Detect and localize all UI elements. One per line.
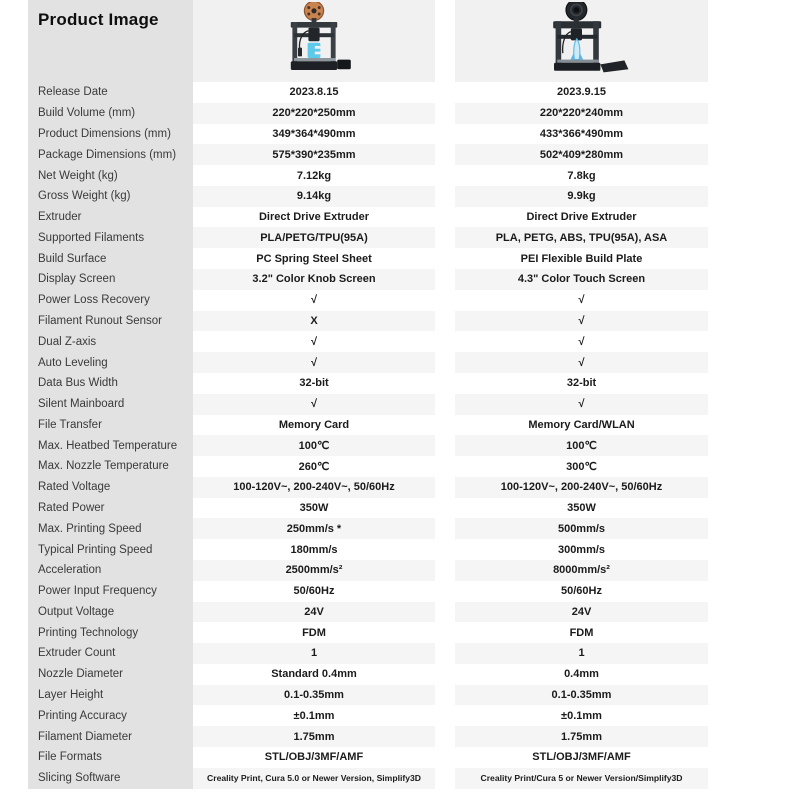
spec-row	[28, 186, 708, 207]
spec-row	[28, 82, 708, 103]
spec-value-cell-product-1: 9.14kg	[193, 186, 435, 207]
spec-value-cell-product-2: √	[578, 335, 585, 348]
spec-row	[28, 747, 708, 768]
spec-row	[28, 602, 708, 623]
spec-value-cell-product-2: 500mm/s	[455, 518, 708, 539]
spec-value-cell-product-2: 100℃	[455, 435, 708, 456]
spec-label-cell: File Transfer	[28, 415, 193, 436]
column-gap	[435, 144, 455, 165]
spec-value-cell-product-2: 1	[455, 643, 708, 664]
spec-value-cell-product-1: 180mm/s	[290, 543, 338, 556]
spec-value-cell-product-1: 1	[193, 643, 435, 664]
spec-label-cell: File Formats	[28, 747, 193, 768]
printer-1-image	[269, 2, 359, 82]
column-gap	[435, 290, 455, 311]
spec-value-cell-product-1: 100℃	[193, 435, 435, 456]
spec-value-cell-product-1: 2500mm/s²	[193, 560, 435, 581]
spec-value-cell-product-2: Creality Print/Cura 5 or Newer Version/Simplify3D	[455, 768, 708, 789]
column-gap	[435, 207, 455, 228]
spec-value-cell-product-2: 7.8kg	[567, 169, 596, 182]
column-gap	[435, 82, 455, 103]
spec-row	[28, 685, 708, 706]
product-1-image-cell	[193, 0, 435, 82]
column-gap	[435, 705, 455, 726]
column-gap	[435, 768, 455, 789]
spec-rows	[28, 82, 708, 789]
column-gap	[435, 186, 455, 207]
spec-row	[28, 664, 708, 685]
spec-label-cell: Output Voltage	[28, 602, 193, 623]
column-gap	[435, 726, 455, 747]
spec-value-cell-product-1: 250mm/s *	[193, 518, 435, 539]
spec-row	[28, 498, 708, 519]
column-gap	[435, 0, 455, 82]
spec-value-cell-product-1: PLA/PETG/TPU(95A)	[193, 227, 435, 248]
spec-label-cell: Layer Height	[28, 685, 193, 706]
spec-value-cell-product-1: 50/60Hz	[293, 585, 335, 598]
column-gap	[435, 331, 455, 352]
column-gap	[435, 539, 455, 560]
spec-value-cell-product-1: Creality Print, Cura 5.0 or Newer Version, Simplify3D	[193, 768, 435, 789]
column-gap	[435, 103, 455, 124]
column-gap	[435, 352, 455, 373]
spec-row	[28, 290, 708, 311]
spec-row	[28, 248, 708, 269]
spec-value-cell-product-2: 1.75mm	[455, 726, 708, 747]
spec-label-cell: Printing Technology	[28, 622, 193, 643]
spec-value-cell-product-1: 3.2" Color Knob Screen	[193, 269, 435, 290]
spec-value-cell-product-1: √	[310, 335, 318, 348]
spec-value-cell-product-2: 502*409*280mm	[455, 144, 708, 165]
spec-value-cell-product-2: 8000mm/s²	[455, 560, 708, 581]
column-gap	[435, 415, 455, 436]
spec-label-cell: Supported Filaments	[28, 227, 193, 248]
spec-label-cell: Extruder	[28, 207, 193, 228]
column-gap	[435, 124, 455, 145]
column-gap	[435, 560, 455, 581]
spec-value-cell-product-1: 1.75mm	[193, 726, 435, 747]
spec-value-cell-product-1: 0.1-0.35mm	[193, 685, 435, 706]
spec-value-cell-product-1: FDM	[302, 626, 326, 639]
column-gap	[435, 435, 455, 456]
spec-label-cell: Power Loss Recovery	[28, 290, 193, 311]
product-image-header-label: Product Image	[28, 0, 193, 82]
spec-label-cell: Max. Nozzle Temperature	[28, 456, 193, 477]
spec-value-cell-product-1: Memory Card	[278, 418, 350, 431]
spec-label-cell: Build Surface	[28, 248, 193, 269]
spec-table	[28, 0, 708, 789]
spec-value-cell-product-2: 100-120V~, 200-240V~, 50/60Hz	[455, 477, 708, 498]
spec-label-cell: Dual Z-axis	[28, 331, 193, 352]
spec-value-cell-product-2: √	[578, 294, 585, 307]
column-gap	[435, 373, 455, 394]
spec-row	[28, 581, 708, 602]
spec-row	[28, 352, 708, 373]
column-gap	[435, 311, 455, 332]
column-gap	[435, 248, 455, 269]
spec-row	[28, 705, 708, 726]
printer-2-image	[529, 2, 635, 82]
spec-row	[28, 394, 708, 415]
column-gap	[435, 165, 455, 186]
spec-value-cell-product-1: Standard 0.4mm	[271, 668, 357, 681]
column-gap	[435, 518, 455, 539]
spec-value-cell-product-2: 2023.9.15	[557, 86, 606, 99]
spec-label-cell: Data Bus Width	[28, 373, 193, 394]
spec-value-cell-product-2: Memory Card/WLAN	[528, 418, 635, 431]
column-gap	[435, 498, 455, 519]
column-gap	[435, 747, 455, 768]
spec-row	[28, 311, 708, 332]
spec-label-cell: Acceleration	[28, 560, 193, 581]
spec-label-cell: Filament Diameter	[28, 726, 193, 747]
spec-row	[28, 103, 708, 124]
spec-value-cell-product-1: 7.12kg	[296, 169, 332, 182]
spec-value-cell-product-2: √	[455, 352, 708, 373]
spec-row	[28, 622, 708, 643]
spec-label-cell: Auto Leveling	[28, 352, 193, 373]
product-2-image-cell	[455, 0, 708, 82]
spec-label-cell: Package Dimensions (mm)	[28, 144, 193, 165]
spec-value-cell-product-2: √	[455, 394, 708, 415]
spec-value-cell-product-1: 32-bit	[299, 377, 329, 390]
spec-row	[28, 415, 708, 436]
spec-row	[28, 165, 708, 186]
spec-value-cell-product-2: 24V	[455, 602, 708, 623]
spec-value-cell-product-1: 575*390*235mm	[193, 144, 435, 165]
spec-label-cell: Max. Heatbed Temperature	[28, 435, 193, 456]
spec-value-cell-product-2: PLA, PETG, ABS, TPU(95A), ASA	[455, 227, 708, 248]
column-gap	[435, 269, 455, 290]
spec-label-cell: Rated Power	[28, 498, 193, 519]
column-gap	[435, 581, 455, 602]
column-gap	[435, 664, 455, 685]
spec-value-cell-product-2: 0.1-0.35mm	[455, 685, 708, 706]
spec-row	[28, 373, 708, 394]
spec-row	[28, 539, 708, 560]
spec-value-cell-product-1: 349*364*490mm	[272, 127, 356, 140]
spec-value-cell-product-2: 0.4mm	[564, 668, 599, 681]
spec-label-cell: Silent Mainboard	[28, 394, 193, 415]
spec-row	[28, 477, 708, 498]
spec-value-cell-product-1: 24V	[193, 602, 435, 623]
spec-label-cell: Build Volume (mm)	[28, 103, 193, 124]
spec-value-cell-product-1: √	[310, 294, 318, 307]
spec-label-cell: Display Screen	[28, 269, 193, 290]
spec-value-cell-product-1: PC Spring Steel Sheet	[256, 252, 372, 265]
spec-label-cell: Gross Weight (kg)	[28, 186, 193, 207]
spec-row	[28, 331, 708, 352]
spec-value-cell-product-2: √	[455, 311, 708, 332]
spec-value-cell-product-1: 220*220*250mm	[193, 103, 435, 124]
spec-value-cell-product-2: 433*366*490mm	[539, 127, 624, 140]
spec-value-cell-product-2: STL/OBJ/3MF/AMF	[532, 751, 631, 764]
spec-value-cell-product-1: 260℃	[298, 460, 330, 473]
spec-label-cell: Rated Voltage	[28, 477, 193, 498]
spec-value-cell-product-1: 100-120V~, 200-240V~, 50/60Hz	[193, 477, 435, 498]
spec-value-cell-product-1: Direct Drive Extruder	[258, 211, 370, 224]
spec-value-cell-product-2: 300mm/s	[557, 543, 606, 556]
spec-label-cell: Max. Printing Speed	[28, 518, 193, 539]
spec-label-cell: Filament Runout Sensor	[28, 311, 193, 332]
spec-value-cell-product-1: ±0.1mm	[293, 709, 335, 722]
spec-value-cell-product-2: 220*220*240mm	[455, 103, 708, 124]
spec-row	[28, 560, 708, 581]
spec-value-cell-product-2: 32-bit	[566, 377, 597, 390]
spec-row	[28, 518, 708, 539]
spec-row	[28, 456, 708, 477]
spec-row	[28, 227, 708, 248]
spec-row	[28, 207, 708, 228]
spec-value-cell-product-2: 300℃	[566, 460, 597, 473]
column-gap	[435, 227, 455, 248]
column-gap	[435, 477, 455, 498]
table-header-row	[28, 0, 708, 82]
spec-label-cell: Nozzle Diameter	[28, 664, 193, 685]
spec-value-cell-product-1: 2023.8.15	[289, 86, 339, 99]
spec-row	[28, 768, 708, 789]
spec-label-cell: Product Dimensions (mm)	[28, 124, 193, 145]
column-gap	[435, 394, 455, 415]
column-gap	[435, 685, 455, 706]
spec-row	[28, 726, 708, 747]
spec-label-cell: Net Weight (kg)	[28, 165, 193, 186]
spec-row	[28, 124, 708, 145]
spec-label-cell: Power Input Frequency	[28, 581, 193, 602]
spec-label-cell: Release Date	[28, 82, 193, 103]
spec-value-cell-product-2: FDM	[569, 626, 594, 639]
column-gap	[435, 643, 455, 664]
spec-value-cell-product-2: 350W	[567, 502, 596, 515]
spec-value-cell-product-1: X	[193, 311, 435, 332]
spec-row	[28, 144, 708, 165]
spec-label-cell: Extruder Count	[28, 643, 193, 664]
spec-value-cell-product-2: 50/60Hz	[561, 585, 602, 598]
spec-value-cell-product-1: 350W	[299, 502, 329, 515]
column-gap	[435, 602, 455, 623]
column-gap	[435, 456, 455, 477]
spec-row	[28, 435, 708, 456]
spec-value-cell-product-1: STL/OBJ/3MF/AMF	[264, 751, 364, 764]
spec-value-cell-product-2: PEI Flexible Build Plate	[520, 252, 643, 265]
spec-label-cell: Slicing Software	[28, 768, 193, 789]
spec-label-cell: Typical Printing Speed	[28, 539, 193, 560]
spec-label-cell: Printing Accuracy	[28, 705, 193, 726]
spec-row	[28, 269, 708, 290]
spec-value-cell-product-2: Direct Drive Extruder	[526, 211, 637, 224]
spec-value-cell-product-2: 9.9kg	[455, 186, 708, 207]
spec-value-cell-product-1: √	[193, 352, 435, 373]
spec-value-cell-product-2: 4.3" Color Touch Screen	[455, 269, 708, 290]
column-gap	[435, 622, 455, 643]
spec-row	[28, 643, 708, 664]
spec-value-cell-product-2: ±0.1mm	[561, 709, 602, 722]
spec-value-cell-product-1: √	[193, 394, 435, 415]
